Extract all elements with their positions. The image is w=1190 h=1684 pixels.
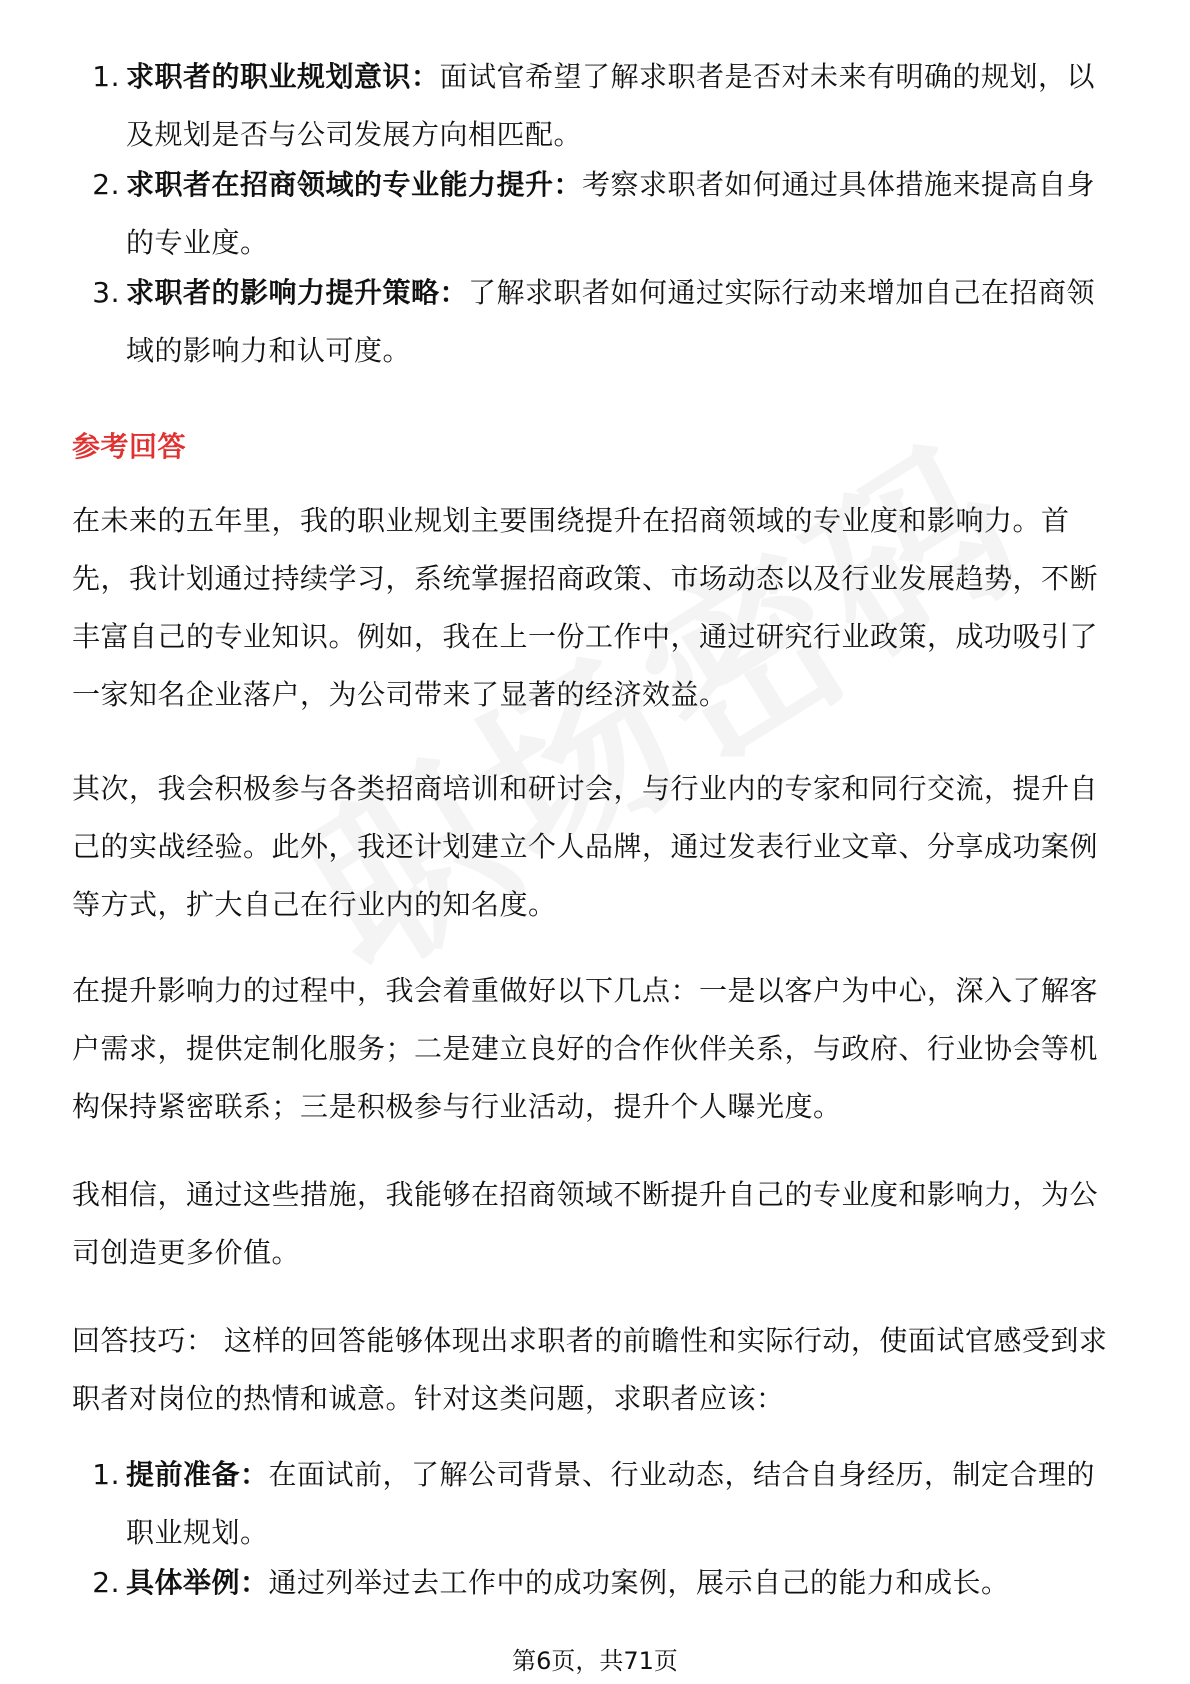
list-number: 2. [92, 1566, 120, 1599]
list-item-desc: 考察求职者如何通过具体措施来提高自身的专业度。 [126, 168, 1096, 259]
tip-list-item-1 [72, 1446, 1112, 1562]
list-item-desc: 了解求职者如何通过实际行动来增加自己在招商领域的影响力和认可度。 [126, 276, 1096, 367]
intro-list-item-3 [72, 264, 1112, 380]
intro-list-item-1 [72, 48, 1112, 164]
list-item-desc: 在面试前，了解公司背景、行业动态，结合自身经历，制定合理的职业规划。 [126, 1458, 1096, 1549]
list-item-term: 求职者的影响力提升策略： [126, 276, 469, 309]
list-item-body [126, 264, 1112, 380]
tips-paragraph [72, 1312, 1120, 1428]
list-item-body [126, 1554, 1112, 1612]
list-number: 1. [92, 60, 120, 93]
answer-paragraph-4: 我相信，通过这些措施，我能够在招商领域不断提升自己的专业度和影响力，为公司创造更多价值。 [72, 1178, 1099, 1269]
list-item-body [126, 156, 1112, 272]
list-item-term: 求职者的职业规划意识： [126, 60, 440, 93]
answer-heading: 参考回答 [72, 430, 187, 463]
list-item-term: 提前准备： [126, 1458, 269, 1491]
answer-paragraph-1: 在未来的五年里，我的职业规划主要围绕提升在招商领域的专业度和影响力。首先，我计划通过持续学习，系统掌握招商政策、市场动态以及行业发展趋势，不断丰富自己的专业知识。例如，我在上一份工作中，通过研究行业政策，成功吸引了一家知名企业落户，为公司带来了显著的经济效益。 [72, 504, 1099, 711]
list-item-desc: 面试官希望了解求职者是否对未来有明确的规划，以及规划是否与公司发展方向相匹配。 [126, 60, 1096, 151]
list-item-term: 具体举例： [126, 1566, 269, 1599]
intro-list-item-2 [72, 156, 1112, 272]
list-number: 2. [92, 168, 120, 201]
list-item-body [126, 1446, 1112, 1562]
list-item-desc: 通过列举过去工作中的成功案例，展示自己的能力和成长。 [268, 1566, 1010, 1599]
list-number: 1. [92, 1458, 120, 1491]
page-number-footer: 第6页，共71页 [512, 1647, 678, 1675]
answer-paragraph-3: 在提升影响力的过程中，我会着重做好以下几点：一是以客户为中心，深入了解客户需求，提供定制化服务；二是建立良好的合作伙伴关系，与政府、行业协会等机构保持紧密联系；三是积极参与行业活动，提升个人曝光度。 [72, 974, 1099, 1123]
answer-paragraph-2: 其次，我会积极参与各类招商培训和研讨会，与行业内的专家和同行交流，提升自己的实战经验。此外，我还计划建立个人品牌，通过发表行业文章、分享成功案例等方式，扩大自己在行业内的知名度。 [72, 772, 1099, 921]
tips-text: 这样的回答能够体现出求职者的前瞻性和实际行动，使面试官感受到求职者对岗位的热情和诚意。针对这类问题，求职者应该： [72, 1324, 1108, 1415]
tip-list-item-2 [72, 1554, 1112, 1612]
list-item-term: 求职者在招商领域的专业能力提升： [126, 168, 583, 201]
tips-label: 回答技巧： [72, 1324, 215, 1357]
list-item-body [126, 48, 1112, 164]
list-number: 3. [92, 276, 120, 309]
